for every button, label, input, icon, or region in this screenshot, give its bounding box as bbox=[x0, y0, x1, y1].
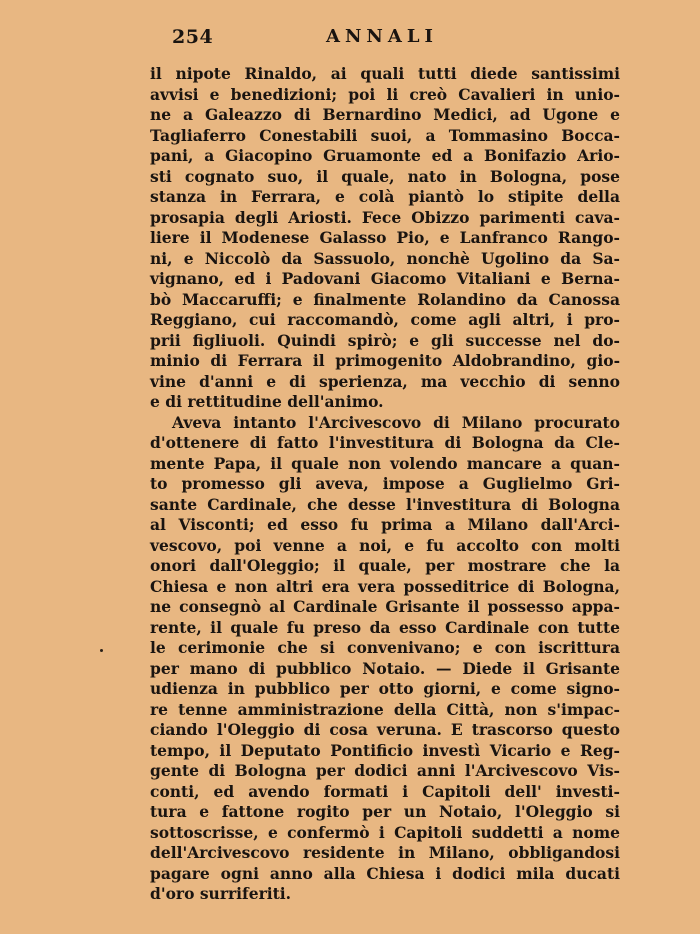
text-line: minio di Ferrara il primogenito Aldobrandino, gio- bbox=[150, 351, 620, 370]
text-line: liere il Modenese Galasso Pio, e Lanfranco Rango- bbox=[150, 228, 620, 247]
text-line: tura e fattone rogito per un Notaio, l'Oleggio si bbox=[150, 802, 620, 821]
text-line: vine d'anni e di sperienza, ma vecchio di senno bbox=[150, 371, 620, 391]
text-line: Reggiano, cui raccomandò, come agli altri, i pro- bbox=[150, 310, 620, 329]
text-line: prosapia degli Ariosti. Fece Obizzo parimenti cava- bbox=[150, 207, 620, 227]
text-line: Tagliaferro Conestabili suoi, a Tommasino Bocca- bbox=[150, 125, 620, 145]
text-line: rente, il quale fu preso da esso Cardinale con tutte bbox=[150, 617, 620, 637]
text-line: to promesso gli aveva, impose a Guglielmo Gri- bbox=[150, 474, 620, 493]
text-line: bò Maccaruffi; e finalmente Rolandino da Canossa bbox=[150, 289, 620, 309]
text-line: per mano di pubblico Notaio. — Diede il Grisante bbox=[150, 658, 620, 678]
text-line: dell'Arcivescovo residente in Milano, obbligandosi bbox=[150, 843, 620, 862]
page-header bbox=[168, 22, 618, 52]
text-line: d'ottenere di fatto l'investitura di Bologna da Cle- bbox=[150, 433, 620, 452]
paragraph-end-line: d'oro surriferiti. bbox=[150, 884, 292, 903]
text-line: stanza in Ferrara, e colà piantò lo stipite della bbox=[150, 187, 620, 206]
text-line: ciando l'Oleggio di cosa veruna. E trascorso questo bbox=[150, 720, 620, 739]
text-line: ne consegnò al Cardinale Grisante il possesso appa- bbox=[150, 597, 620, 616]
text-line: ne a Galeazzo di Bernardino Medici, ad Ugone e bbox=[150, 105, 620, 124]
text-line: ni, e Niccolò da Sassuolo, nonchè Ugolino da Sa- bbox=[150, 248, 620, 268]
text-line: re tenne amministrazione della Città, non s'impac- bbox=[150, 699, 620, 719]
page-number: 254 bbox=[172, 26, 214, 48]
text-line: sti cognato suo, il quale, nato in Bologna, pose bbox=[150, 166, 620, 186]
paragraph-end-line: e di rettitudine dell'animo. bbox=[150, 392, 384, 411]
text-line: le cerimonie che si convenivano; e con iscrittura bbox=[150, 638, 620, 657]
text-line: Chiesa e non altri era vera posseditrice di Bologna, bbox=[150, 576, 620, 596]
text-line: avvisi e benedizioni; poi li creò Cavalieri in unio- bbox=[150, 84, 620, 104]
text-line: vescovo, poi venne a noi, e fu accolto con molti bbox=[150, 535, 620, 555]
text-line: pagare ogni anno alla Chiesa i dodici mila ducati bbox=[150, 863, 620, 883]
text-line: conti, ed avendo formati i Capitoli dell' investi- bbox=[150, 781, 620, 801]
margin-speck bbox=[100, 649, 103, 652]
text-line: onori dall'Oleggio; il quale, per mostrare che la bbox=[150, 556, 620, 575]
body-text bbox=[150, 64, 620, 905]
text-line: mente Papa, il quale non volendo mancare a quan- bbox=[150, 453, 620, 473]
text-line: sottoscrisse, e confermò i Capitoli suddetti a nome bbox=[150, 822, 620, 842]
text-line: udienza in pubblico per otto giorni, e come signo- bbox=[150, 679, 620, 698]
paragraph-start-line: Aveva intanto l'Arcivescovo di Milano procurato bbox=[172, 412, 620, 432]
text-line: vignano, ed i Padovani Giacomo Vitaliani e Berna- bbox=[150, 269, 620, 288]
running-head: ANNALI bbox=[326, 26, 438, 47]
text-line: gente di Bologna per dodici anni l'Arcivescovo Vis- bbox=[150, 761, 620, 780]
text-line: il nipote Rinaldo, ai quali tutti diede santissimi bbox=[150, 64, 620, 83]
text-line: pani, a Giacopino Gruamonte ed a Bonifazio Ario- bbox=[150, 146, 620, 165]
text-line: prii figliuoli. Quindi spirò; e gli successe nel do- bbox=[150, 330, 620, 350]
text-line: sante Cardinale, che desse l'investitura di Bologna bbox=[150, 494, 620, 514]
text-line: al Visconti; ed esso fu prima a Milano dall'Arci- bbox=[150, 515, 620, 534]
text-line: tempo, il Deputato Pontificio investì Vicario e Reg- bbox=[150, 740, 620, 760]
